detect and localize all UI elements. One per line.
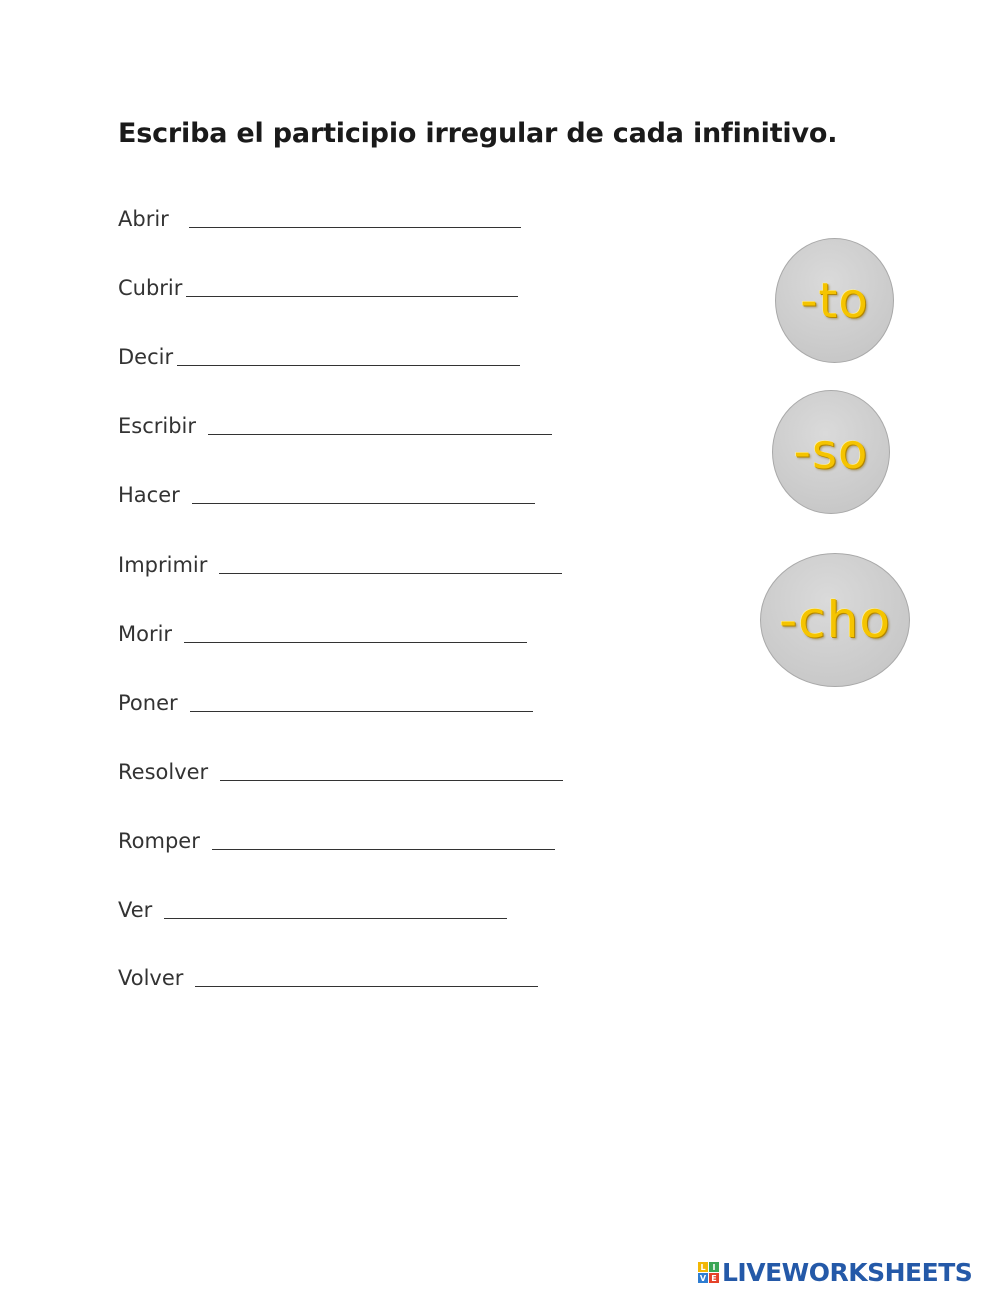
item-row-abrir (118, 201, 521, 231)
answer-blank[interactable] (192, 481, 535, 504)
item-row-escribir (118, 408, 552, 438)
item-label: Cubrir (118, 276, 183, 300)
item-row-volver (118, 960, 538, 990)
ending-label: -to (800, 272, 869, 329)
ending-coin-to[interactable] (775, 238, 894, 363)
item-row-romper (118, 823, 555, 853)
logo-mark-cell: L (698, 1262, 708, 1272)
answer-blank[interactable] (212, 827, 555, 850)
ending-label: -so (793, 424, 869, 480)
logo-mark-cell: E (709, 1273, 719, 1283)
item-label: Morir (118, 622, 173, 646)
logo-mark-icon (698, 1262, 719, 1283)
answer-blank[interactable] (177, 343, 520, 366)
answer-blank[interactable] (220, 758, 563, 781)
item-label: Decir (118, 345, 174, 369)
item-row-hacer (118, 477, 535, 507)
item-label: Ver (118, 898, 153, 922)
ending-label: -cho (779, 591, 891, 649)
item-label: Abrir (118, 207, 169, 231)
item-label: Volver (118, 966, 184, 990)
item-row-cubrir (118, 270, 518, 300)
item-label: Romper (118, 829, 200, 853)
item-label: Hacer (118, 483, 180, 507)
worksheet-title: Escriba el participio irregular de cada infinitivo. (118, 118, 838, 149)
ending-coin-cho[interactable] (760, 553, 910, 687)
item-row-ver (118, 892, 507, 922)
answer-blank[interactable] (189, 205, 521, 228)
item-row-poner (118, 685, 533, 715)
logo-text: LIVEWORKSHEETS (722, 1258, 973, 1287)
logo-mark-cell: V (699, 1273, 707, 1283)
ending-coin-so[interactable] (772, 390, 890, 514)
liveworksheets-logo (698, 1258, 972, 1287)
item-row-morir (118, 616, 527, 646)
logo-mark-cell: I (709, 1262, 719, 1272)
answer-blank[interactable] (184, 620, 527, 643)
item-row-resolver (118, 754, 563, 784)
item-row-decir (118, 339, 520, 369)
item-label: Resolver (118, 760, 209, 784)
item-label: Escribir (118, 414, 197, 438)
item-row-imprimir (118, 547, 562, 577)
answer-blank[interactable] (195, 964, 538, 987)
answer-blank[interactable] (186, 274, 518, 297)
item-label: Poner (118, 691, 178, 715)
item-label: Imprimir (118, 553, 208, 577)
answer-blank[interactable] (208, 412, 552, 435)
answer-blank[interactable] (219, 551, 562, 574)
answer-blank[interactable] (164, 896, 507, 919)
answer-blank[interactable] (190, 689, 533, 712)
